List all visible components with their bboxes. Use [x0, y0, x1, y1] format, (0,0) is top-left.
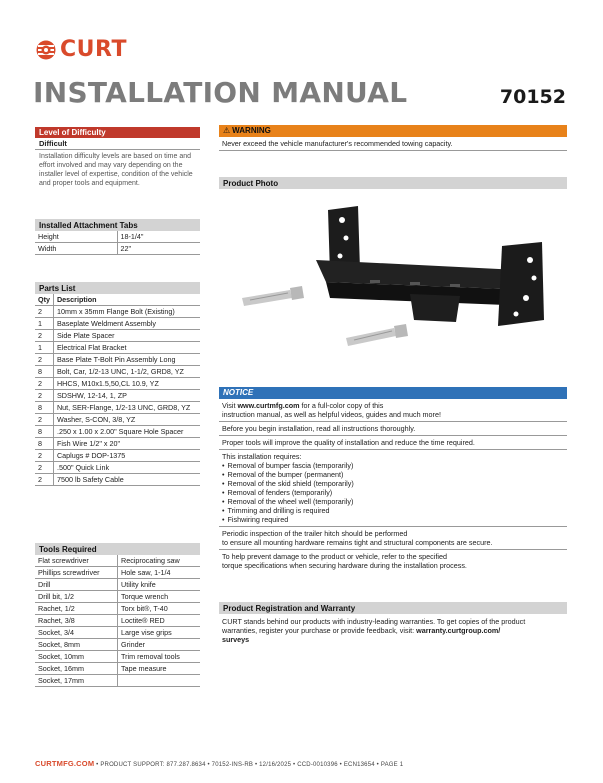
- difficulty-description: Installation difficulty levels are based on time and effort involved and may vary depending on the installer level of expertise, condition of the vehicle and proper tools and equipment.: [39, 153, 193, 187]
- footer-page: PAGE 1: [380, 762, 404, 768]
- registration-heading: Product Registration and Warranty: [219, 602, 567, 614]
- table-row: [35, 426, 200, 438]
- tools-heading: Tools Required: [35, 543, 200, 555]
- table-row: [35, 378, 200, 390]
- table-cell: 22": [117, 243, 200, 255]
- product-photo-section: [219, 177, 567, 189]
- qty-header: Qty: [35, 294, 53, 306]
- tool-item: Loctite® RED: [118, 615, 201, 627]
- list-item: [222, 488, 564, 497]
- list-item: [222, 479, 564, 488]
- part-description: Base Plate T-Bolt Pin Assembly Long: [53, 354, 200, 366]
- requirement-text: Removal of fenders (temporarily): [227, 488, 333, 497]
- tool-item: Rachet, 1/2: [35, 603, 118, 615]
- parts-list-table: [35, 294, 200, 486]
- table-row: [35, 438, 200, 450]
- tool-item: Socket, 3/4: [35, 627, 118, 639]
- part-description: Baseplate Weldment Assembly: [53, 318, 200, 330]
- tools-section: [35, 543, 200, 687]
- notice-requirements: [219, 450, 567, 527]
- part-qty: 2: [35, 390, 53, 402]
- part-qty: 2: [35, 354, 53, 366]
- tool-item: Drill: [35, 579, 118, 591]
- part-qty: 8: [35, 426, 53, 438]
- footer-date: 12/16/2025: [259, 762, 292, 768]
- table-row: [35, 342, 200, 354]
- table-cell: Width: [35, 243, 117, 255]
- curtmfg-link[interactable]: www.curtmfg.com: [237, 401, 300, 410]
- table-row: [35, 615, 200, 627]
- part-qty: 2: [35, 450, 53, 462]
- notice-visit-suffix: for a full-color copy of this: [299, 401, 384, 410]
- part-description: Fish Wire 1/2" x 20": [53, 438, 200, 450]
- notice-visit: [219, 399, 567, 422]
- part-description: Washer, S-CON, 3/8, YZ: [53, 414, 200, 426]
- requirement-text: Removal of the skid shield (temporarily): [227, 479, 354, 488]
- table-row: [35, 330, 200, 342]
- footer-support: PRODUCT SUPPORT: 877.287.8634: [100, 762, 206, 768]
- notice-before: Before you begin installation, read all instructions thoroughly.: [219, 422, 567, 436]
- table-row: [35, 306, 200, 318]
- list-item: [222, 515, 564, 524]
- attachment-tabs-table: [35, 231, 200, 255]
- inspection-line-1: Periodic inspection of the trailer hitch should be performed: [222, 529, 408, 538]
- table-row: [35, 567, 200, 579]
- warranty-link[interactable]: warranty.curtgroup.com/: [416, 626, 501, 635]
- notice-damage: [219, 550, 567, 572]
- registration-section: [219, 602, 567, 645]
- table-row: [35, 639, 200, 651]
- table-row: [35, 414, 200, 426]
- notice-heading: NOTICE: [219, 387, 567, 399]
- list-item: [222, 461, 564, 470]
- part-description: HHCS, M10x1.5,50,CL 10.9, YZ: [53, 378, 200, 390]
- footer-ecn: ECN13654: [343, 762, 375, 768]
- curt-logo-icon: [35, 39, 57, 61]
- requirement-text: Removal of bumper fascia (temporarily): [227, 461, 354, 470]
- table-row: [35, 231, 200, 243]
- footer-doc: 70152-INS-RB: [211, 762, 254, 768]
- table-row: [35, 450, 200, 462]
- part-qty: 2: [35, 462, 53, 474]
- product-photo-heading: Product Photo: [219, 177, 567, 189]
- part-qty: 8: [35, 438, 53, 450]
- part-qty: 2: [35, 306, 53, 318]
- difficulty-section: [35, 127, 200, 190]
- tool-item: Utility knife: [118, 579, 201, 591]
- warning-heading: [219, 125, 567, 137]
- footer: CURTMFG.COM • PRODUCT SUPPORT: 877.287.8634 • 70152-INS-RB • 12/16/2025 • CCD-0010396 • ECN13654 • PAGE 1: [35, 759, 404, 768]
- table-header-row: [35, 294, 200, 306]
- table-row: [35, 603, 200, 615]
- part-description: 10mm x 35mm Flange Bolt (Existing): [53, 306, 200, 318]
- damage-line-2: torque specifications when securing hardware during the installation process.: [222, 561, 467, 570]
- registration-text: [219, 614, 567, 645]
- tool-item: [118, 675, 201, 687]
- part-qty: 1: [35, 318, 53, 330]
- part-description: Side Plate Spacer: [53, 330, 200, 342]
- notice-visit-line-2: instruction manual, as well as helpful videos, guides and much more!: [222, 410, 441, 419]
- requirement-text: Trimming and drilling is required: [227, 506, 330, 515]
- part-description: SDSHW, 12-14, 1, ZP: [53, 390, 200, 402]
- parts-list-heading: Parts List: [35, 282, 200, 294]
- table-cell: Height: [35, 231, 117, 243]
- warning-section: [219, 125, 567, 151]
- requirement-text: Fishwiring required: [227, 515, 289, 524]
- difficulty-level: Difficult: [35, 138, 200, 150]
- description-header: Description: [53, 294, 200, 306]
- notice-inspection: [219, 527, 567, 550]
- table-row: [35, 474, 200, 486]
- requirement-text: Removal of the bumper (permanent): [227, 470, 344, 479]
- list-item: [222, 506, 564, 515]
- registration-line-1: CURT stands behind our products with industry-leading warranties. To get copies of the product: [222, 617, 526, 626]
- table-cell: 18-1/4": [117, 231, 200, 243]
- tool-item: Socket, 8mm: [35, 639, 118, 651]
- notice-visit-prefix: Visit: [222, 401, 238, 410]
- tool-item: Socket, 10mm: [35, 651, 118, 663]
- tool-item: Trim removal tools: [118, 651, 201, 663]
- part-qty: 2: [35, 378, 53, 390]
- part-description: Electrical Flat Bracket: [53, 342, 200, 354]
- warning-label: WARNING: [232, 126, 271, 135]
- tools-table: [35, 555, 200, 687]
- notice-proper-tools: Proper tools will improve the quality of installation and reduce the time required.: [219, 436, 567, 450]
- part-qty: 2: [35, 414, 53, 426]
- notice-section: [219, 387, 567, 572]
- requirement-text: Removal of the wheel well (temporarily): [227, 497, 354, 506]
- attachment-tabs-heading: Installed Attachment Tabs: [35, 219, 200, 231]
- tool-item: Torx bit®, T-40: [118, 603, 201, 615]
- registration-line-2: warranties, register your purchase or provide feedback, visit:: [222, 626, 417, 635]
- part-qty: 8: [35, 366, 53, 378]
- tool-item: Rachet, 3/8: [35, 615, 118, 627]
- warning-triangle-icon: ⚠: [223, 126, 231, 135]
- parts-list-section: [35, 282, 200, 486]
- table-row: [35, 318, 200, 330]
- list-item: [222, 497, 564, 506]
- tool-item: Hole saw, 1-1/4: [118, 567, 201, 579]
- page-title: INSTALLATION MANUAL: [33, 76, 408, 109]
- damage-line-1: To help prevent damage to the product or vehicle, refer to the specified: [222, 552, 447, 561]
- part-description: 7500 lb Safety Cable: [53, 474, 200, 486]
- difficulty-heading: Level of Difficulty: [35, 127, 200, 138]
- table-row: [35, 354, 200, 366]
- footer-brand[interactable]: CURTMFG.COM: [35, 759, 95, 768]
- table-row: [35, 627, 200, 639]
- part-qty: 8: [35, 402, 53, 414]
- warning-text: Never exceed the vehicle manufacturer's recommended towing capacity.: [219, 137, 567, 151]
- tool-item: Socket, 17mm: [35, 675, 118, 687]
- table-row: [35, 663, 200, 675]
- part-number: 70152: [499, 86, 566, 108]
- requirements-list: [222, 461, 564, 524]
- list-item: [222, 470, 564, 479]
- attachment-tabs-section: [35, 219, 200, 255]
- part-description: Caplugs # DOP-1375: [53, 450, 200, 462]
- product-photo: [230, 198, 560, 378]
- table-row: [35, 366, 200, 378]
- tool-item: Drill bit, 1/2: [35, 591, 118, 603]
- tool-item: Socket, 16mm: [35, 663, 118, 675]
- part-qty: 2: [35, 474, 53, 486]
- part-qty: 2: [35, 330, 53, 342]
- table-row: [35, 390, 200, 402]
- table-row: [35, 675, 200, 687]
- part-description: .250 x 1.00 x 2.00" Square Hole Spacer: [53, 426, 200, 438]
- requires-heading: This installation requires:: [222, 452, 302, 461]
- brand-name: CURT: [60, 37, 127, 62]
- part-description: .500" Quick Link: [53, 462, 200, 474]
- tool-item: Tape measure: [118, 663, 201, 675]
- table-row: [35, 402, 200, 414]
- part-qty: 1: [35, 342, 53, 354]
- curt-logo: [35, 38, 127, 62]
- tool-item: Flat screwdriver: [35, 555, 118, 567]
- table-row: [35, 243, 200, 255]
- table-row: [35, 462, 200, 474]
- table-row: [35, 651, 200, 663]
- part-description: Bolt, Car, 1/2-13 UNC, 1-1/2, GRD8, YZ: [53, 366, 200, 378]
- footer-ccd: CCD-0010396: [297, 762, 338, 768]
- tool-item: Large vise grips: [118, 627, 201, 639]
- tool-item: Phillips screwdriver: [35, 567, 118, 579]
- tool-item: Reciprocating saw: [118, 555, 201, 567]
- tool-item: Grinder: [118, 639, 201, 651]
- table-row: [35, 579, 200, 591]
- warranty-link-cont[interactable]: surveys: [222, 635, 250, 644]
- table-row: [35, 591, 200, 603]
- tool-item: Torque wrench: [118, 591, 201, 603]
- table-row: [35, 555, 200, 567]
- part-description: Nut, SER-Flange, 1/2-13 UNC, GRD8, YZ: [53, 402, 200, 414]
- inspection-line-2: to ensure all mounting hardware remains tight and structural components are secure.: [222, 538, 493, 547]
